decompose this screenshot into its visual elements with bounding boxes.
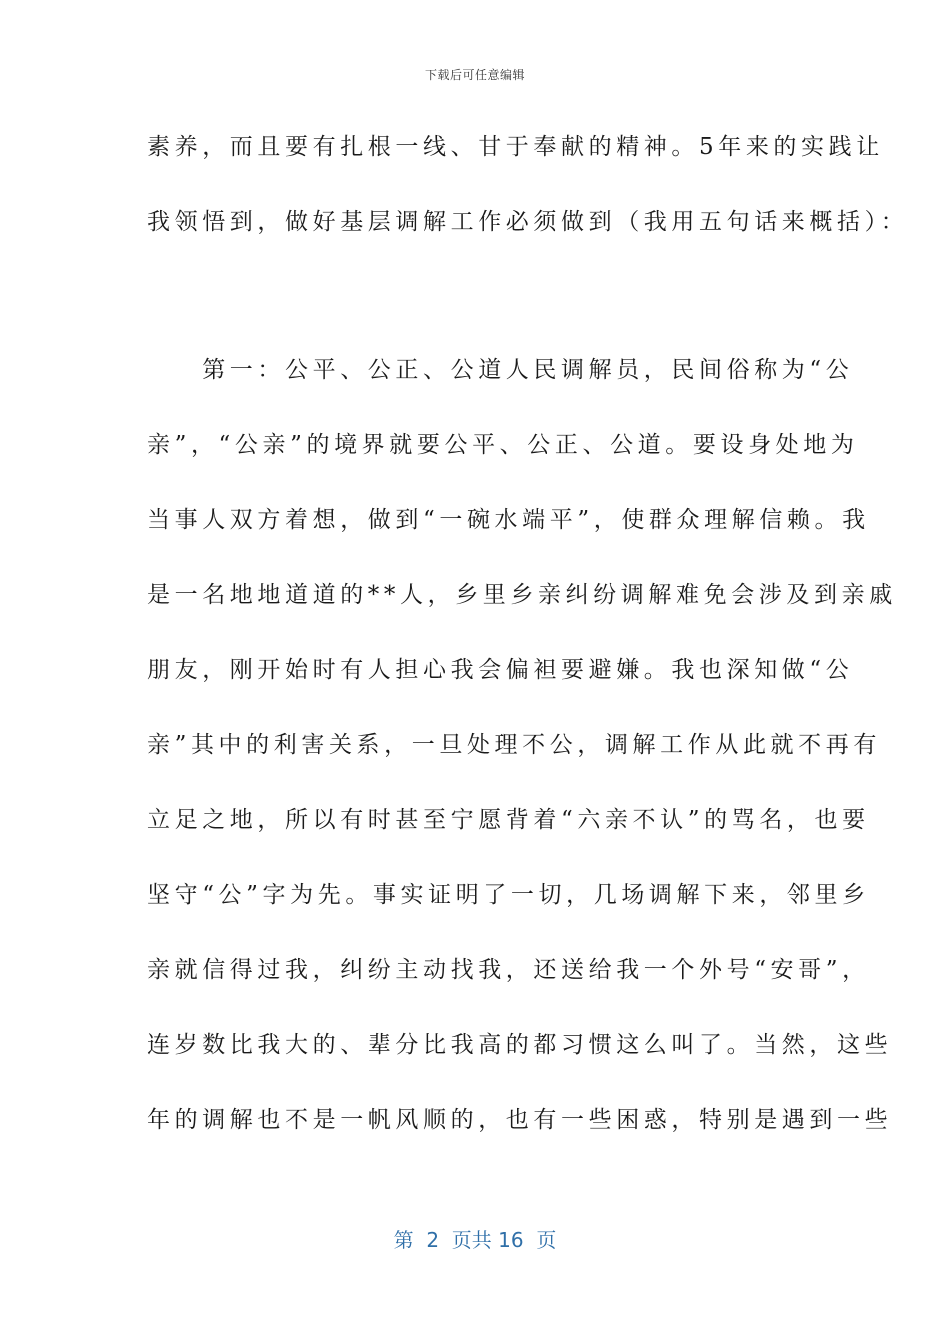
text-line: 素养，而且要有扎根一线、甘于奉献的精神。5年来的实践让 <box>147 134 884 160</box>
text-line: 立足之地，所以有时甚至宁愿背着“六亲不认”的骂名，也要 <box>147 807 870 833</box>
text-line: 当事人双方着想，做到“一碗水端平”，使群众理解信赖。我 <box>147 507 870 533</box>
text-line: 年的调解也不是一帆风顺的，也有一些困惑，特别是遇到一些 <box>147 1107 893 1133</box>
text-line: 连岁数比我大的、辈分比我高的都习惯这么叫了。当然，这些 <box>147 1032 893 1058</box>
intro-paragraph <box>147 110 909 260</box>
text-line: 朋友，刚开始时有人担心我会偏袒要避嫌。我也深知做“公 <box>147 657 854 683</box>
text-line: 是一名地地道道的**人，乡里乡亲纠纷调解难免会涉及到亲戚 <box>147 582 897 608</box>
section-paragraph <box>147 333 897 1158</box>
text-line: 第一：公平、公正、公道人民调解员，民间俗称为“公 <box>147 357 854 383</box>
text-line: 我领悟到，做好基层调解工作必须做到（我用五句话来概括）： <box>147 209 909 235</box>
text-line: 亲就信得过我，纠纷主动找我，还送给我一个外号“安哥”， <box>147 957 870 983</box>
header-note: 下载后可任意编辑 <box>424 68 525 82</box>
page-number: 第 2 页共 16 页 <box>393 1228 557 1252</box>
text-line: 亲”其中的利害关系，一旦处理不公，调解工作从此就不再有 <box>147 732 881 758</box>
text-line: 亲”，“公亲”的境界就要公平、公正、公道。要设身处地为 <box>147 432 859 458</box>
text-line: 坚守“公”字为先。事实证明了一切，几场调解下来，邻里乡 <box>147 882 870 908</box>
